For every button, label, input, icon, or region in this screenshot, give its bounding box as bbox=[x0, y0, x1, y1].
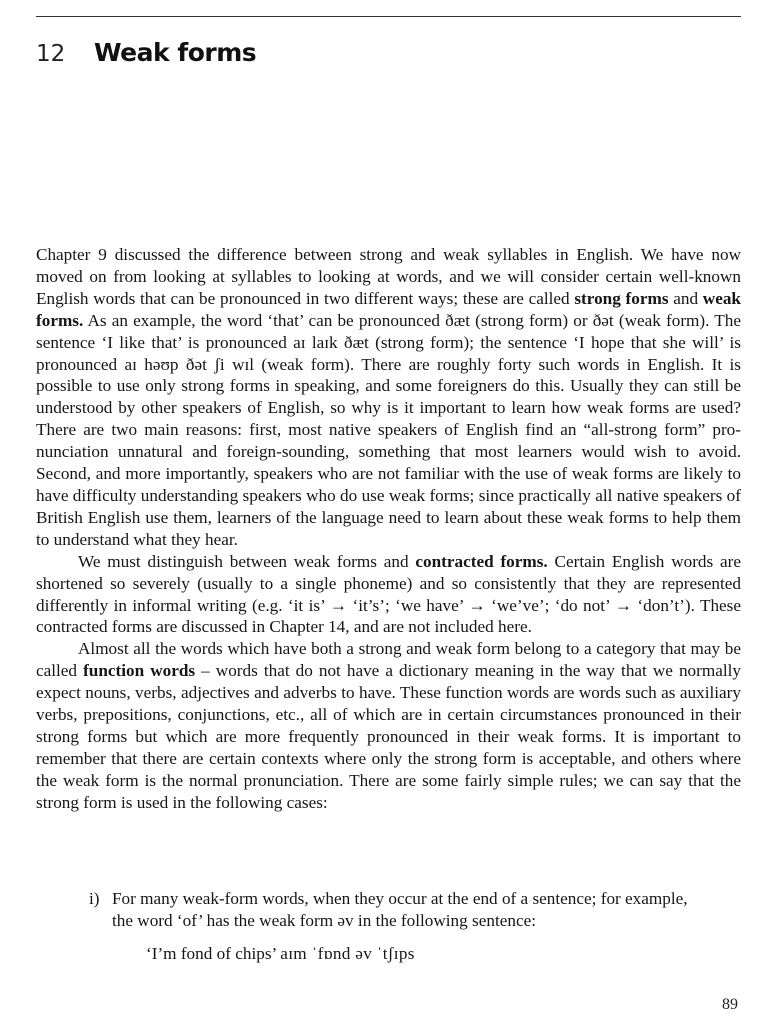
page-number: 89 bbox=[722, 996, 738, 1013]
term-function-words: function words bbox=[83, 661, 196, 681]
p1-text-b: and bbox=[668, 288, 703, 308]
header-rule bbox=[36, 16, 741, 17]
list-marker: i) bbox=[89, 889, 100, 908]
p3-text-b: – words that do not have a dictionary meaning in the way that we normally expect nouns, verbs, adjectives and adverbs to have. These function words are words such as auxiliary verbs, prepositions, conjunctions, etc., all of which are in certain circumstances pronounced in their strong forms but which are more frequently pronounced in their weak forms. It is important to remember that there are certain contexts where only the strong form is acceptable, and others where the weak form is the normal pronunciation. There are some fairly simple rules; we can say that the strong form is used in the following cases: bbox=[36, 661, 741, 812]
example-sentence bbox=[146, 944, 415, 964]
p2-text-b: Certain English words are shortened so severely (usually to a single phoneme) and so consistently that they are represented differently in informal writing (e.g. ‘it is’ → ‘it’s’; ‘we have’ → ‘we’ve’; ‘do not’ → ‘don’t’). These contracted forms are discussed in Chapter 14, and are not included here. bbox=[36, 551, 741, 637]
chapter-title: Weak forms bbox=[94, 38, 257, 67]
chapter-header bbox=[36, 38, 256, 67]
term-weak-forms: weak forms. bbox=[36, 288, 741, 330]
paragraph-3 bbox=[36, 638, 741, 813]
chapter-number: 12 bbox=[36, 41, 66, 67]
body-text bbox=[36, 244, 741, 814]
paragraph-2 bbox=[36, 551, 741, 639]
p2-text-a: We must distinguish between weak forms and bbox=[78, 551, 416, 571]
list-item-i bbox=[89, 888, 709, 932]
paragraph-1 bbox=[36, 244, 741, 551]
list-text: For many weak-form words, when they occur at the end of a sentence; for example, the word ‘of’ has the weak form əv in the following sentence: bbox=[112, 889, 688, 930]
p1-text-a: Chapter 9 discussed the difference between strong and weak syllables in English. We have now moved on from looking at syllables to looking at words, and we will consider certain well-known English words that can be pronounced in two different ways; these are called bbox=[36, 245, 741, 308]
term-contracted-forms: contracted forms. bbox=[415, 551, 548, 571]
p3-text-a: Almost all the words which have both a strong and weak form belong to a category that may be called bbox=[36, 639, 741, 681]
term-strong-forms: strong forms bbox=[574, 288, 669, 308]
example-ipa: aɪm ˈfɒnd əv ˈtʃɪps bbox=[280, 944, 415, 963]
p1-text-c: As an example, the word ‘that’ can be pronounced ðæt (strong form) or ðət (weak form). The sentence ‘I like that’ is pronounced aɪ laɪk ðæt (strong form); the sentence ‘I hope that she will’ is pronounced aɪ həʊp ðət ʃi wɪl (weak form). There are roughly forty such words in English. It is possible to use only strong forms in speaking, and some foreigners do this. Usually they can still be understood by other speakers of English, so why is it important to learn how weak forms are used? There are two main reasons: first, most native speakers of English find an “all-strong form” pro-nunciation unnatural and foreign-sounding, something that most learners would wish to avoid. Second, and more importantly, speakers who are not familiar with the use of weak forms are likely to have difficulty understanding speakers who do use weak forms; since practically all native speakers of British English use them, learners of the language need to learn about these weak forms to help them to understand what they hear. bbox=[36, 310, 741, 549]
example-text: ‘I’m fond of chips’ bbox=[146, 944, 276, 963]
